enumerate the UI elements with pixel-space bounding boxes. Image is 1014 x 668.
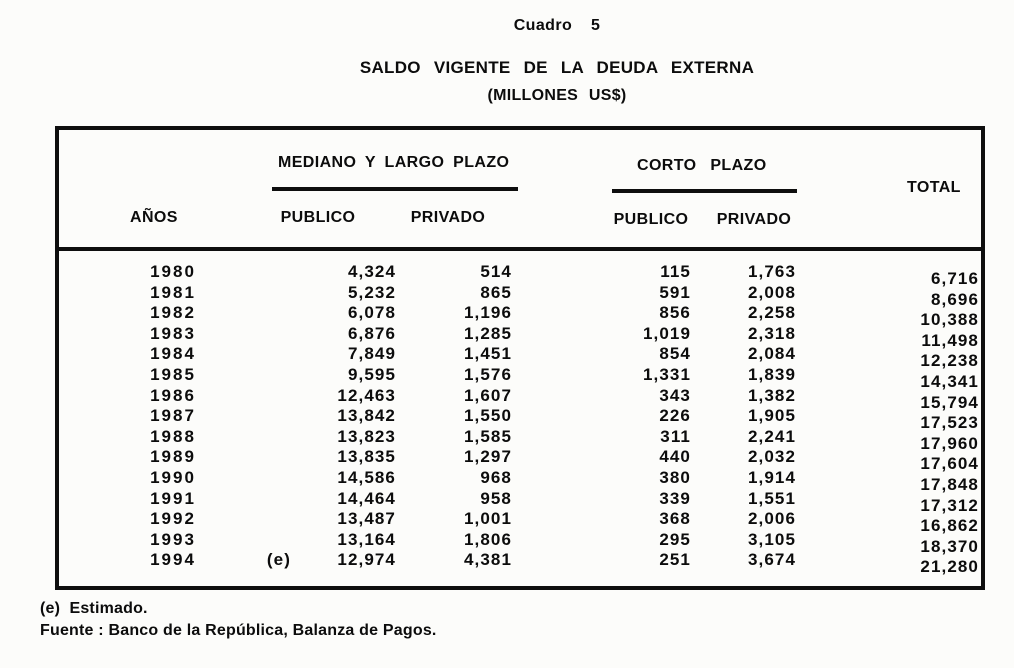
cp-publico-cell: 251	[659, 550, 691, 570]
year-cell: 1988	[150, 426, 196, 446]
table-row	[59, 262, 981, 288]
cp-publico-cell: 339	[659, 488, 691, 508]
column-header-total: TOTAL	[907, 179, 961, 196]
year-cell: 1993	[150, 529, 196, 549]
mlp-publico-cell: 13,487	[337, 509, 396, 529]
mlp-privado-cell: 1,607	[463, 385, 512, 405]
year-cell: 1986	[150, 385, 196, 405]
mlp-publico-cell: 14,586	[337, 467, 396, 487]
estimate-marker-cell	[202, 386, 291, 407]
cp-privado-cell: 2,032	[747, 447, 796, 467]
total-cell: 18,370	[920, 536, 979, 556]
total-cell: 16,862	[920, 516, 979, 536]
estimate-marker-cell	[202, 365, 291, 386]
cp-publico-cell: 343	[659, 385, 691, 405]
year-cell: 1990	[150, 467, 196, 487]
estimate-marker-cell	[202, 427, 291, 448]
estimate-marker-cell	[202, 303, 291, 324]
table-header	[59, 130, 981, 251]
total-cell: 14,341	[920, 371, 979, 391]
mlp-publico-cell: 13,164	[337, 529, 396, 549]
mlp-publico-cell: 9,595	[347, 364, 396, 384]
footnotes	[40, 598, 437, 642]
cp-privado-cell: 2,084	[747, 344, 796, 364]
row-indent	[59, 489, 144, 510]
total-cell: 6,716	[930, 269, 979, 288]
estimate-marker-cell	[202, 447, 291, 468]
year-cell: 1992	[150, 509, 196, 529]
estimate-marker-cell	[202, 262, 291, 283]
year-cell: 1989	[150, 447, 196, 467]
table-kicker: Cuadro 5	[513, 17, 601, 34]
total-cell: 17,960	[920, 433, 979, 453]
year-cell: 1983	[150, 323, 196, 343]
total-cell: 15,794	[920, 392, 979, 412]
estimate-marker-cell	[202, 324, 291, 345]
mlp-privado-cell: 1,806	[463, 529, 512, 549]
mlp-privado-cell: 1,451	[463, 344, 512, 364]
page-title: SALDO VIGENTE DE LA DEUDA EXTERNA	[359, 58, 755, 77]
column-header-cp-privado: PRIVADO	[716, 211, 792, 228]
year-cell: 1984	[150, 344, 196, 364]
year-cell: 1980	[150, 262, 196, 281]
estimate-marker-cell	[202, 530, 291, 551]
cp-publico-cell: 115	[660, 262, 691, 281]
total-cell: 17,312	[920, 495, 979, 515]
cp-publico-cell: 856	[659, 303, 691, 323]
total-cell: 11,498	[921, 330, 979, 350]
group-header-corto-plazo: CORTO PLAZO	[637, 157, 767, 174]
cp-privado-cell: 3,674	[747, 550, 796, 570]
row-indent	[59, 550, 144, 571]
cp-underline	[612, 189, 797, 193]
total-cell: 17,523	[920, 413, 979, 433]
mlp-publico-cell: 7,849	[347, 344, 396, 364]
footnote-estimate: (e) Estimado.	[40, 600, 148, 617]
estimate-marker-cell	[202, 406, 291, 427]
estimate-marker-cell	[202, 468, 291, 489]
debt-table	[55, 126, 985, 590]
cp-publico-cell: 226	[659, 406, 691, 426]
footnote-source: Fuente : Banco de la República, Balanza de Pagos.	[40, 622, 437, 639]
row-indent	[59, 509, 144, 530]
cp-privado-cell: 2,258	[747, 303, 796, 323]
mlp-publico-cell: 4,324	[347, 262, 396, 281]
group-header-mediano-largo-plazo: MEDIANO Y LARGO PLAZO	[278, 154, 510, 171]
cp-publico-cell: 380	[659, 467, 691, 487]
table-body	[59, 251, 981, 577]
cp-publico-cell: 854	[659, 344, 691, 364]
column-header-cp-publico: PUBLICO	[613, 211, 689, 228]
column-header-anos: AÑOS	[130, 209, 178, 226]
mlp-privado-cell: 1,585	[463, 426, 512, 446]
mlp-privado-cell: 4,381	[463, 550, 512, 570]
row-indent	[59, 386, 144, 407]
mlp-publico-cell: 13,835	[337, 447, 396, 467]
row-indent	[59, 468, 144, 489]
mlp-underline	[272, 187, 518, 191]
year-cell: 1985	[150, 364, 196, 384]
cp-publico-cell: 368	[659, 509, 691, 529]
mlp-publico-cell: 6,876	[347, 323, 396, 343]
mlp-privado-cell: 1,297	[463, 447, 512, 467]
mlp-publico-cell: 13,842	[337, 406, 396, 426]
year-cell: 1981	[150, 282, 196, 302]
column-header-mlp-publico: PUBLICO	[280, 209, 356, 226]
cp-privado-cell: 2,006	[747, 509, 796, 529]
row-indent	[59, 324, 144, 345]
cp-privado-cell: 2,318	[747, 323, 796, 343]
estimate-marker-cell	[202, 509, 291, 530]
mlp-publico-cell: 12,463	[337, 385, 396, 405]
mlp-privado-cell: 958	[480, 488, 512, 508]
mlp-privado-cell: 1,285	[463, 323, 512, 343]
row-indent	[59, 365, 144, 386]
cp-publico-cell: 311	[660, 426, 691, 446]
mlp-privado-cell: 1,550	[463, 406, 512, 426]
cp-publico-cell: 1,019	[642, 323, 691, 343]
page-subtitle: (MILLONES US$)	[487, 87, 627, 104]
column-header-mlp-privado: PRIVADO	[410, 209, 486, 226]
mlp-privado-cell: 865	[480, 282, 512, 302]
row-indent	[59, 447, 144, 468]
mlp-publico-cell: 5,232	[347, 282, 396, 302]
row-indent	[59, 427, 144, 448]
mlp-privado-cell: 514	[480, 262, 512, 281]
total-cell: 10,388	[920, 310, 979, 330]
cp-publico-cell: 295	[659, 529, 691, 549]
estimate-marker-cell	[202, 283, 291, 304]
cp-publico-cell: 440	[659, 447, 691, 467]
estimate-marker-cell	[202, 489, 291, 510]
row-indent	[59, 283, 144, 304]
total-cell: 17,848	[920, 474, 979, 494]
cp-privado-cell: 1,839	[747, 364, 796, 384]
total-cell: 8,696	[930, 289, 979, 309]
cp-privado-cell: 1,763	[747, 262, 796, 281]
total-cell: 12,238	[920, 351, 979, 371]
mlp-publico-cell: 12,974	[337, 550, 396, 570]
cp-privado-cell: 3,105	[747, 529, 796, 549]
year-cell: 1982	[150, 303, 196, 323]
mlp-publico-cell: 6,078	[347, 303, 396, 323]
mlp-privado-cell: 968	[480, 467, 512, 487]
cp-privado-cell: 1,382	[747, 385, 796, 405]
row-indent	[59, 303, 144, 324]
title-block	[50, 0, 1014, 105]
year-cell: 1994	[150, 550, 196, 570]
mlp-privado-cell: 1,001	[463, 509, 512, 529]
cp-privado-cell: 1,551	[747, 488, 796, 508]
cp-publico-cell: 591	[659, 282, 691, 302]
row-indent	[59, 262, 144, 283]
cp-privado-cell: 2,008	[747, 282, 796, 302]
total-cell: 17,604	[920, 454, 979, 474]
cp-privado-cell: 1,905	[747, 406, 796, 426]
year-cell: 1987	[150, 406, 196, 426]
row-indent	[59, 406, 144, 427]
row-indent	[59, 530, 144, 551]
mlp-privado-cell: 1,196	[463, 303, 512, 323]
estimate-marker-cell	[202, 344, 291, 365]
mlp-publico-cell: 14,464	[337, 488, 396, 508]
total-cell: 21,280	[920, 557, 979, 577]
mlp-publico-cell: 13,823	[337, 426, 396, 446]
estimate-marker-cell: (e)	[266, 550, 291, 570]
row-indent	[59, 344, 144, 365]
mlp-privado-cell: 1,576	[463, 364, 512, 384]
year-cell: 1991	[150, 488, 196, 508]
cp-privado-cell: 1,914	[747, 467, 796, 487]
cp-privado-cell: 2,241	[747, 426, 796, 446]
cp-publico-cell: 1,331	[642, 364, 691, 384]
